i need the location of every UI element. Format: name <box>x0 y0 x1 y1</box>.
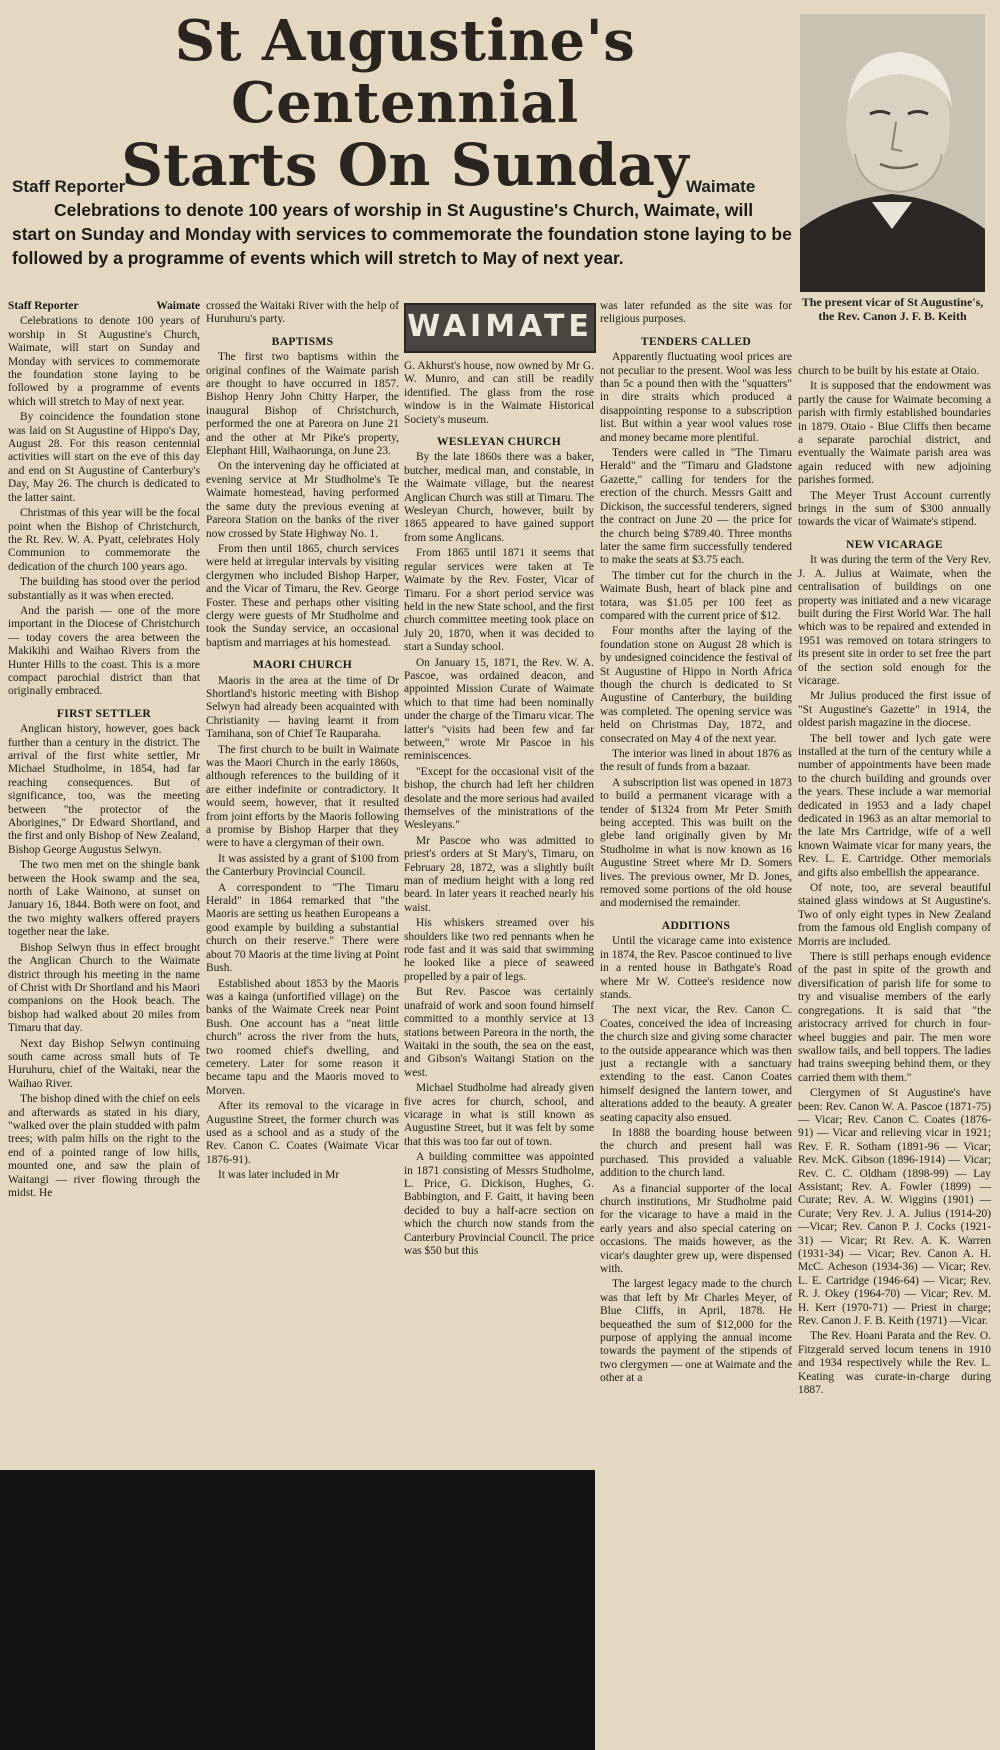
paragraph: Apparently fluctuating wool prices are not peculiar to the present. Wool was less than 5c a pound then with the "squatters" in dire straits which produced a disappointing response to a subscription list. But within a year wool values rose and money became more plentiful. <box>600 351 792 444</box>
paragraph: The first two baptisms within the original confines of the Waimate parish are thought to have occurred in 1857. Bishop Henry John Chitty Harper, the inaugural Bishop of Christchurch, performed the one at Pareora on June 21 and the other at Mr Pike's property, Elephant Hill, Waihaorunga, on June 23. <box>206 351 399 458</box>
clipping-tail <box>595 1470 1000 1750</box>
article-column-1 <box>8 300 200 1202</box>
paragraph: Next day Bishop Selwyn continuing south came across small huts of Te Huruhuru, chief of the Waitaki, near the Waihao River. <box>8 1037 200 1090</box>
paragraph: In 1888 the boarding house between the church and present hall was purchased. This provided a valuable addition to the church land. <box>600 1126 792 1180</box>
subheading: NEW VICARAGE <box>846 537 943 551</box>
subheading: ADDITIONS <box>661 918 731 932</box>
paragraph: The timber cut for the church in the Waimate Bush, heart of black pine and totara, was $1.05 per 100 feet as compared with the current price of $12. <box>600 569 792 622</box>
paragraph: The next vicar, the Rev. Canon C. Coates, conceived the idea of increasing the church size and giving some character to the outside appearance which was then just a rectangle with a sanctuary extending to the east. Canon Coates himself designed the lantern tower, and alterations added to the beauty. A greater seating capacity also ensued. <box>600 1004 792 1124</box>
paragraph: The Meyer Trust Account currently brings in the sum of $300 annually towards the vicar of Waimate's stipend. <box>798 489 991 529</box>
byline-reporter: Staff Reporter <box>12 177 126 196</box>
paragraph: Maoris in the area at the time of Dr Shortland's historic meeting with Bishop Selwyn had already been acquainted with Christianity — having learnt it from Tamihana, son of Chief Te Rauparaha. <box>206 674 399 741</box>
paragraph: A correspondent to "The Timaru Herald" in 1864 remarked that "the Maoris are setting us heathen Europeans a good example by building a substantial church on their reserve." There were about 70 Maoris at the time living at Point Bush. <box>206 881 399 975</box>
photo-caption: The present vicar of St Augustine's, the Rev. Canon J. F. B. Keith <box>801 295 984 323</box>
paragraph: church to be built by his estate at Otaio. <box>798 365 980 377</box>
portrait-image <box>800 14 985 292</box>
intro-paragraph: Celebrations to denote 100 years of worship in St Augustine's Church, Waimate, will start on Sunday and Monday with services to commemorate the foundation stone laying to be followed by a programme of events which will stretch to May of next year. <box>12 200 792 268</box>
paragraph: There is still perhaps enough evidence of the past in spite of the growth and diversification of parish life for some to try and visualise members of the early congregations. It is said that "the aristocracy arrived for church in four-wheel buggies and pair. The men wore swallow tails, and bell toppers. The ladies had trains sweeping behind them, or they carried them with them." <box>798 951 991 1084</box>
subheading: TENDERS CALLED <box>640 334 752 348</box>
paragraph: As a financial supporter of the local church institutions, Mr Studholme paid for the vicarage to have a maid in the early years and also special catering on occasions. The maids however, as the vicar's daughter grew up, were dispensed with. <box>600 1182 792 1276</box>
subheading: MAORI CHURCH <box>252 658 353 672</box>
paragraph: Tenders were called in "The Timaru Herald" and the "Timaru and Gladstone Gazette," calling for tenders for the erection of the church. Messrs Gaitt and Dickison, the successful tenderers, signed the contract on June 20 — the price for the church being $789.40. Three months later the same firm successfully tendered to make the seats at $3.75 each. <box>600 447 792 567</box>
paragraph: His whiskers streamed over his shoulders like two red pennants when he rode fast and it was said that swimming he looked like a piece of seaweed propelled by a pair of legs. <box>404 917 594 983</box>
paragraph: Anglican history, however, goes back further than a century in the district. The arrival of the first white settler, Mr Michael Studholme, in 1854, had far reaching consequences. But of significance, too, was the meeting between "the protector of the Aborigines," Dr Edward Shortland, and the first and only Bishop of New Zealand, Bishop George Augustus Selwyn. <box>8 723 200 856</box>
article-column-4 <box>600 300 792 1388</box>
waimate-logo: WAIMATE <box>404 303 596 353</box>
byline-location: Waimate <box>686 177 756 196</box>
paragraph: was later refunded as the site was for religious purposes. <box>600 300 792 326</box>
paragraph: The building has stood over the period substantially as it was when erected. <box>8 576 200 602</box>
paragraph: The bishop dined with the chief on eels and afterwards as stated in his diary, "walked over the plain studded with palm trees; with palm hills on the right to the end of a pointed range of low hills, mounted one, and saw the plain of Waitangi — river flowing through the midst. He <box>8 1093 200 1199</box>
vicar-portrait-photo <box>800 14 985 292</box>
paragraph: Celebrations to denote 100 years of worship in St Augustine's Church, Waimate, will start on Sunday and Monday with services to commemorate the foundation stone laying to be followed by a programme of events which will stretch to May of next year. <box>8 315 200 408</box>
paragraph: From 1865 until 1871 it seems that regular services were taken at Te Waimate by the Rev. Foster, Vicar of Timaru. For a short period service was held in the new State school, and the first church committee meeting took place on July 20, 1870, when it was decided to start a Sunday school. <box>404 547 594 654</box>
headline-line-2: Starts On Sunday <box>121 131 689 199</box>
paragraph: And the parish — one of the more important in the Diocese of Christchurch — today covers the area between the Makikihi and Waihao Rivers from the Hunter Hills to the coast. This is a more compact parochial district than that originally embraced. <box>8 604 200 698</box>
paragraph: A building committee was appointed in 1871 consisting of Messrs Studholme, L. Price, G. Dickison, Hughes, G. Babbington, and F. Gaitt, it having been decided to buy a half-acre section on which the church now stands from the Canterbury Provincial Council. The price was $50 but this <box>404 1151 594 1257</box>
paragraph: The bell tower and lych gate were installed at the turn of the century while a number of appointments have been made to the church building and grounds over the years. These include a war memorial dedicated in 1953 and a lady chapel dedicated in 1963 as an altar memorial to the late Mrs Cartridge, wife of a well known Waimate vicar for many years, the Rev. L. E. Cartridge. Other memorials and gifts also embellish the appearance. <box>798 732 991 879</box>
headline <box>20 8 790 199</box>
column-byline-location: Waimate <box>156 300 200 312</box>
article-column-3 <box>404 360 594 1260</box>
paragraph: Of note, too, are several beautiful stained glass windows at St Augustine's. Two of only eight types in New Zealand from the famous old English company of Morris are included. <box>798 882 991 948</box>
column-byline <box>8 300 200 313</box>
paragraph: On the intervening day he officiated at evening service at Mr Studholme's Te Waimate homestead, having performed the same duty the previous evening at Pareora Station on the banks of the river now crossed by State Highway No. 1. <box>206 460 399 540</box>
paragraph: From then until 1865, church services were held at irregular intervals by visiting clergymen who included Bishop Harper, and the Vicar of Timaru, the Rev. George Foster. These and perhaps other visiting clergy were guests of Mr Studholme and took the Sunday service, an occasional baptism and marriages at his homestead. <box>206 542 399 649</box>
paragraph: But Rev. Pascoe was certainly unafraid of work and soon found himself committed to a monthly service at 13 stations between Pareora in the north, the Waitaki in the south, the sea on the east, and Gibson's Waitangi Station on the west. <box>404 986 594 1079</box>
paragraph: Christmas of this year will be the focal point when the Bishop of Christchurch, the Rt. Rev. W. A. Pyatt, celebrates Holy Communion to commemorate the dedication of the church 100 years ago. <box>8 507 200 573</box>
paragraph: G. Akhurst's house, now owned by Mr G. W. Munro, and can still be readily identified. The glass from the rose window is in the Waimate Historical Society's museum. <box>404 360 594 426</box>
paragraph: It was later included in Mr <box>218 1169 340 1182</box>
paragraph: It was during the term of the Very Rev. J. A. Julius at Waimate, when the centralisation of buildings on one property was initiated and a new vicarage built during the First World War. The hall which was to be repaired and extended in 1951 was removed on totara stringers to its present site in order to set free the part of the section sold enough for the vicarage. <box>798 554 991 687</box>
paragraph: After its removal to the vicarage in Augustine Street, the former church was used as a school and as a study of the Rev. Canon C. Coates (Waimate Vicar 1876-91). <box>206 1100 399 1166</box>
dark-background <box>0 1470 595 1750</box>
paragraph: "Except for the occasional visit of the bishop, the church had left her children desolate and the more serious had availed themselves of the ministrations of the Wesleyans." <box>404 765 594 832</box>
headline-line-1: St Augustine's Centennial <box>174 8 636 136</box>
paragraph: Michael Studholme had already given five acres for church, school, and vicarage in what is still known as Augustine Street, but it was felt by some that this was too far out of town. <box>404 1082 594 1148</box>
paragraph: On January 15, 1871, the Rev. W. A. Pascoe, was ordained deacon, and appointed Mission Curate of Waimate which to that time had been nominally under the charge of the Timaru vicar. The latter's "visits had been few and far between," wrote Mr Pascoe in his reminiscences. <box>404 656 594 763</box>
paragraph: crossed the Waitaki River with the help of Huruhuru's party. <box>206 300 399 326</box>
paragraph: It was assisted by a grant of $100 from the Canterbury Provincial Council. <box>206 852 399 879</box>
paragraph: Mr Julius produced the first issue of "St Augustine's Gazette" in 1914, the oldest parish magazine in the diocese. <box>798 690 991 730</box>
paragraph: It is supposed that the endowment was partly the cause for Waimate becoming a parish with firmly established boundaries in 1879. Otaio - Blue Cliffs then became a separate parochial district, and eventually the Waimate parish area was again reduced with new adjoining parishes formed. <box>798 380 991 487</box>
paragraph: The interior was lined in about 1876 as the result of funds from a bazaar. <box>600 748 792 774</box>
subheading: BAPTISMS <box>271 334 334 348</box>
paragraph: Mr Pascoe who was admitted to priest's orders at St Mary's, Timaru, on February 28, 1872, was a slightly built man of medium height with a long red beard. In later years it reached nearly his waist. <box>404 834 594 914</box>
paragraph: The first church to be built in Waimate was the Maori Church in the early 1860s, although references to the building of it are either indefinite or contradictory. It would seem, however, that it resulted from joint efforts by the Maoris following a promise by Bishop Harper that they were to have a clergyman of their own. <box>206 743 399 850</box>
article-column-2 <box>206 300 399 1185</box>
paragraph: The Rev. Hoani Parata and the Rev. O. Fitzgerald served locum tenens in 1910 and 1934 respectively while the Rev. L. Keating was curate-in-charge during 1887. <box>798 1330 991 1397</box>
column-byline-reporter: Staff Reporter <box>8 300 79 312</box>
paragraph: Bishop Selwyn thus in effect brought the Anglican Church to the Waimate district through his meeting in the name of Christ with Dr Shortland and his Maori companions on the Hook beach. The bishop had walked about 20 miles from Timaru that day. <box>8 941 200 1035</box>
article-column-5 <box>798 365 991 1399</box>
paragraph: Clergymen of St Augustine's have been: Rev. Canon W. A. Pascoe (1871-75) — Vicar; Rev. Canon C. Coates (1876-91) — Vicar and relieving vicar in 1921; Rev. F. R. Sotham (1891-96 — Vicar; Rev. McK. Gibson (1896-1914) — Vicar; Rev. C. C. Oldham (1898-99) — Lay Assistant; Rev. A. Fowler (1899) — Curate; Rev. A. W. Wiggins (1901) — Curate; Very Rev. J. A. Julius (1914-20)—Vicar; Rev. Canon P. J. Cocks (1921-31) — Vicar; Rt Rev. A. K. Warren (1931-34) — Vicar; Rev. Canon A. H. McC. Acheson (1934-36) — Vicar; Rev. L. E. Cartridge (1946-64) — Vicar; Rev. R. J. Okey (1964-70) — Vicar; Rev. M. H. Kerr (1970-71) — Priest in charge; Rev. Canon J. F. B. Keith (1971) —Vicar. <box>798 1087 991 1328</box>
paragraph: A subscription list was opened in 1873 to build a permanent vicarage with a tender of $1324 from Mr Peter Smith being accepted. This was built on the glebe land originally given by Mr Studholme in what is now known as 16 Augustine Street where Mr D. Somers lives. The previous owner, Mr D. Jones, removed some portions of the old house and modernised the remainder. <box>600 776 792 910</box>
paragraph: Established about 1853 by the Maoris was a kainga (unfortified village) on the banks of the Waimate Creek near Point Bush. One account has a "neat little church" across the river from the huts, two roomed chief's dwelling, and cemetery. Later for some reason it became tapu and the Maoris moved to Morven. <box>206 977 399 1097</box>
paragraph: The two men met on the shingle bank between the Hook swamp and the sea, north of Lake Wainono, at sunset on January 16, 1844. Both were on foot, and the two mighty walkers offered prayers together near the lake. <box>8 859 200 939</box>
paragraph: By coincidence the foundation stone was laid on St Augustine of Hippo's Day, August 28. For this reason centennial activities will start on the eve of this day and end on St Augustine of Canterbury's Day, May 26. The church is dedicated to the latter saint. <box>8 411 200 504</box>
paragraph: The largest legacy made to the church was that left by Mr Charles Meyer, of Blue Cliffs, in April, 1878. He bequeathed the sum of $12,000 for the purpose of applying the annual income towards the payment of the stipends of two clergymen — one at Waimate and the other at a <box>600 1278 792 1385</box>
paragraph: Four months after the laying of the foundation stone on August 28 which is by undesigned coincidence the festival of St Augustine of Hippo in North Africa though the church is dedicated to St Augustine of Canterbury, the building was completed. The opening service was held on Christmas Day, 1872, and consecrated on May 4 of the next year. <box>600 625 792 745</box>
subheading: FIRST SETTLER <box>56 706 152 720</box>
paragraph: By the late 1860s there was a baker, butcher, medical man, and constable, in the Waimate village, but the nearest Anglican Church was still at Timaru. The Wesleyan Church, however, built by 1865 appeared to have gained support from some Anglicans. <box>404 451 594 544</box>
subheading: WESLEYAN CHURCH <box>436 435 562 449</box>
paragraph: Until the vicarage came into existence in 1874, the Rev. Pascoe continued to live in a rented house in Bathgate's Road where Mr W. Cottee's residence now stands. <box>600 935 792 1001</box>
